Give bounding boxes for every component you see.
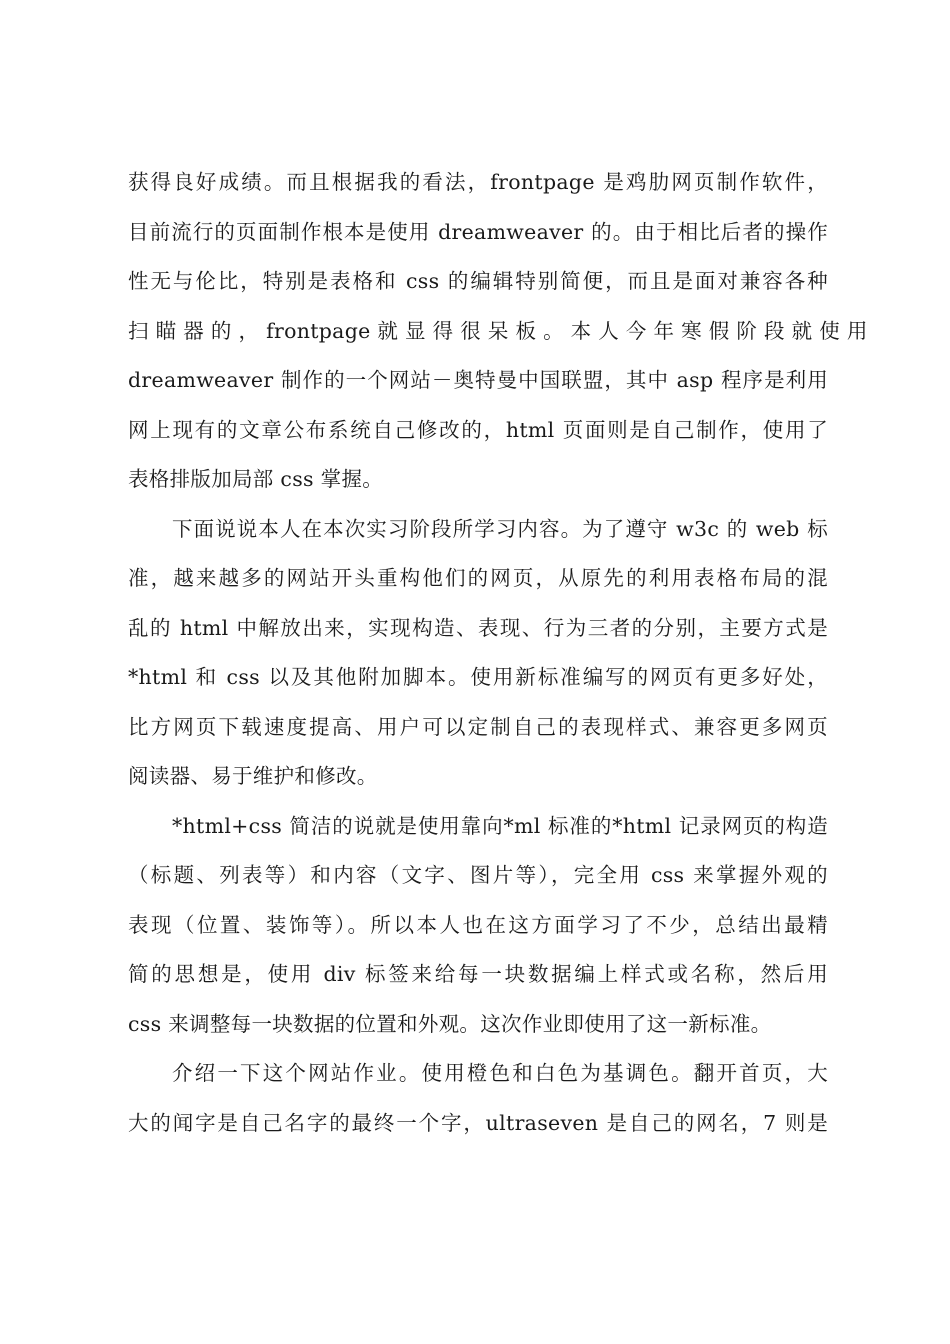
- text-line-first: 介绍一下这个网站作业。使用橙色和白色为基调色。翻开首页，大: [172, 1061, 828, 1085]
- text-line-last: 阅读器、易于维护和修改。: [128, 764, 378, 788]
- text-line: （标题、列表等）和内容（文字、图片等），完全用 css 来掌握外观的: [128, 863, 828, 887]
- paragraph-2: [128, 505, 828, 802]
- text-line: 乱的 html 中解放出来，实现构造、表现、行为三者的分别，主要方式是: [128, 615, 828, 640]
- text-line-last: 表格排版加局部 css 掌握。: [128, 467, 384, 491]
- text-line: 简的思想是，使用 div 标签来给每一块数据编上样式或名称，然后用: [128, 962, 828, 986]
- text-line: 准，越来越多的网站开头重构他们的网页，从原先的利用表格布局的混: [128, 566, 828, 590]
- text-line: 网上现有的文章公布系统自己修改的，html 页面则是自己制作，使用了: [128, 417, 828, 442]
- text-line: dreamweaver 制作的一个网站－奥特曼中国联盟，其中 asp 程序是利用: [128, 368, 828, 392]
- text-line-first: *html+css 简洁的说就是使用靠向*ml 标准的*html 记录网页的构造: [172, 813, 828, 838]
- text-line: 扫 瞄 器 的 ， frontpage 就 显 得 很 呆 板 。 本 人 今 年 寒 假 阶 段 就 使 用: [128, 318, 868, 343]
- text-line: *html 和 css 以及其他附加脚本。使用新标准编写的网页有更多好处，: [128, 665, 828, 689]
- paragraph-4: [128, 1049, 828, 1148]
- text-line: 表现（位置、装饰等）。所以本人也在这方面学习了不少，总结出最精: [128, 912, 828, 937]
- text-line: 比方网页下载速度提高、用户可以定制自己的表现样式、兼容更多网页: [128, 714, 828, 739]
- text-line-last: css 来调整每一块数据的位置和外观。这次作业即使用了这一新标准。: [128, 1011, 772, 1036]
- paragraph-1: [128, 158, 868, 505]
- text-line: 目前流行的页面制作根本是使用 dreamweaver 的。由于相比后者的操作: [128, 219, 828, 244]
- paragraph-3: [128, 802, 828, 1050]
- document-page: [128, 158, 868, 1148]
- text-line-first: 下面说说本人在本次实习阶段所学习内容。为了遵守 w3c 的 web 标: [172, 516, 828, 541]
- text-line: 性无与伦比，特别是表格和 css 的编辑特别简便，而且是面对兼容各种: [128, 269, 828, 293]
- text-line: 大的闻字是自己名字的最终一个字，ultraseven 是自己的网名，7 则是: [128, 1110, 828, 1135]
- text-line: 获得良好成绩。而且根据我的看法，frontpage 是鸡肋网页制作软件，: [128, 170, 828, 194]
